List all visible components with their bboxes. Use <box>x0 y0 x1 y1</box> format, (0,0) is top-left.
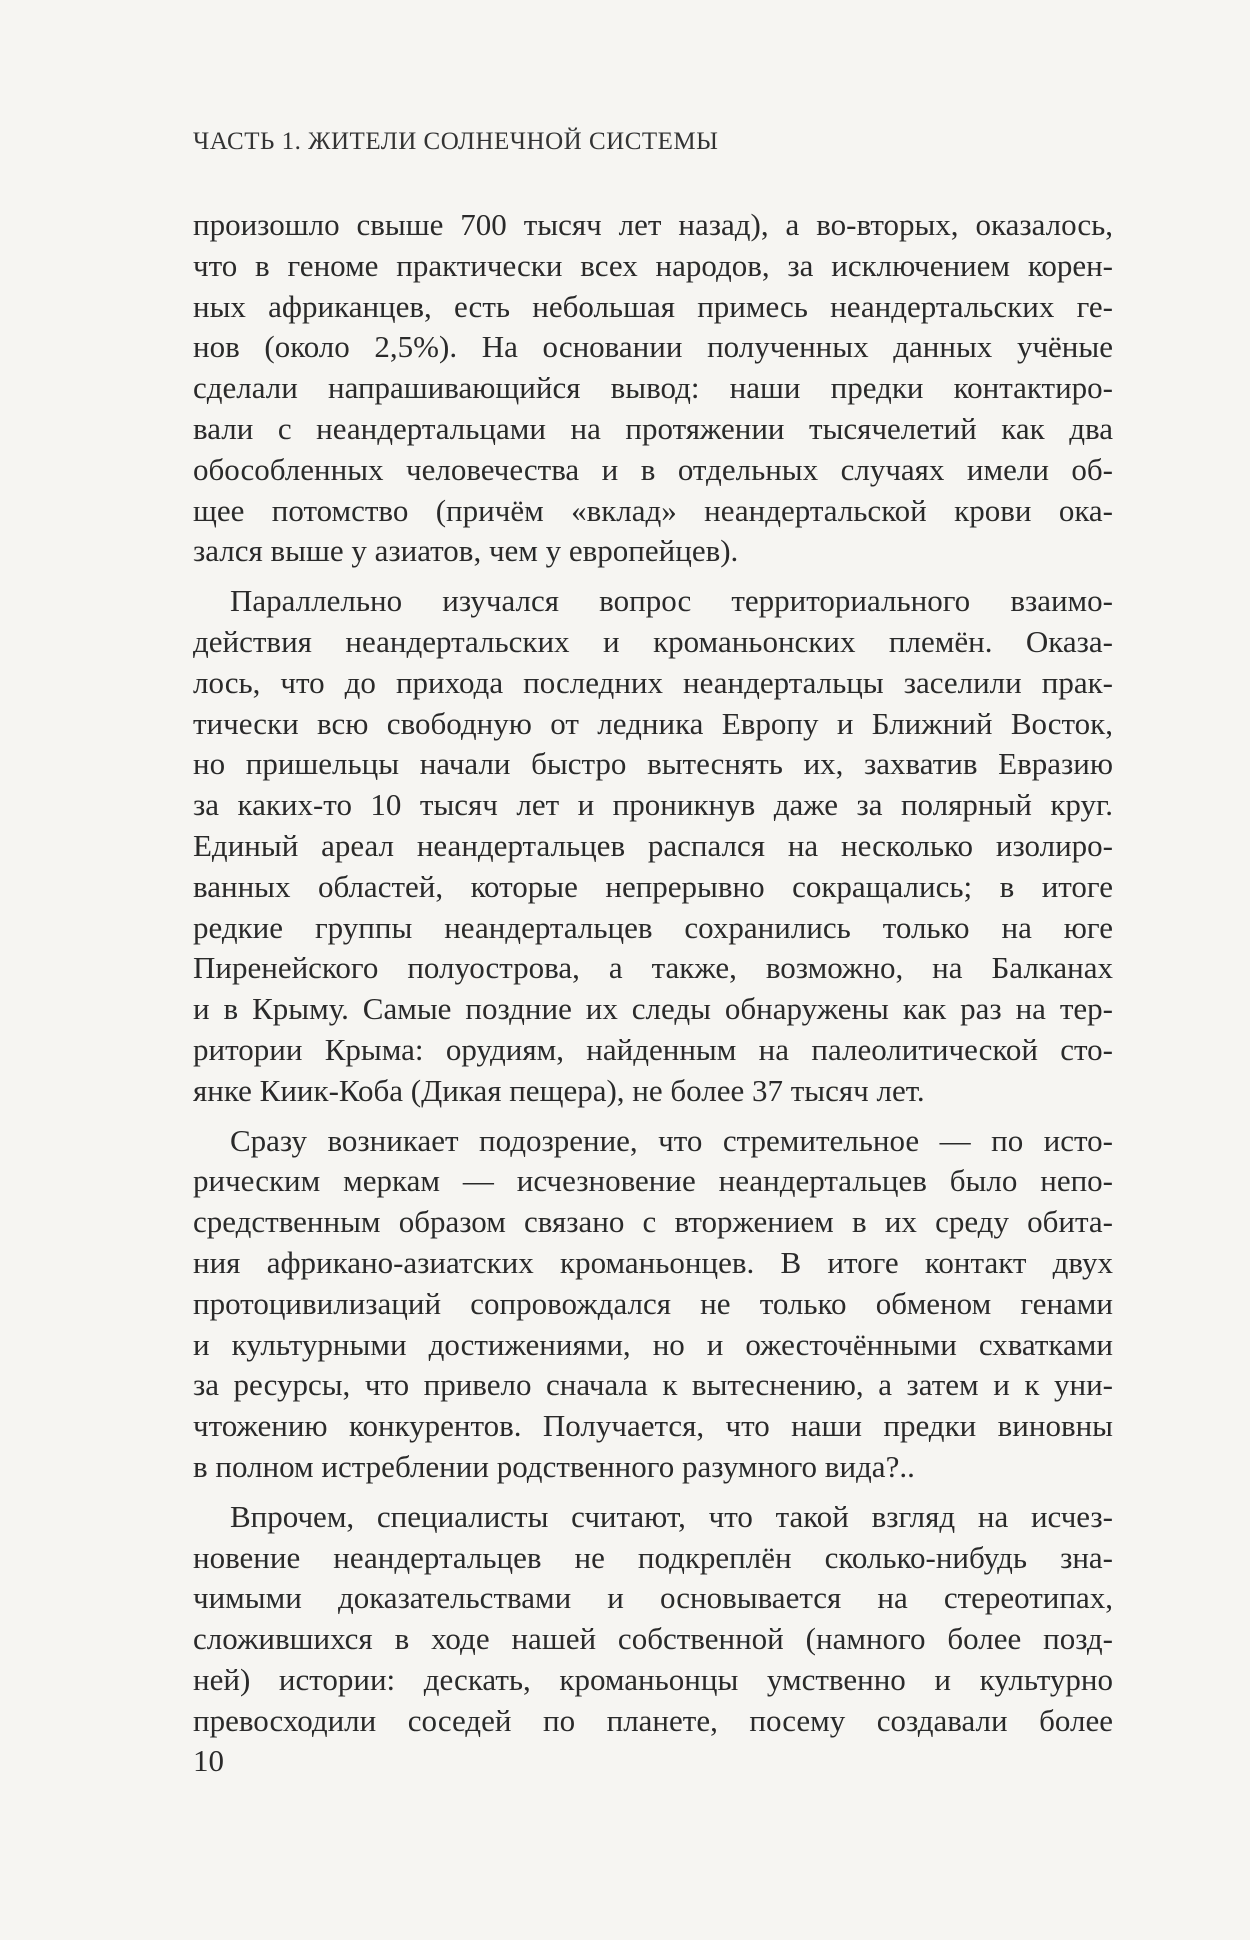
text-line: ных африканцев, есть небольшая примесь неандертальских ге- <box>193 288 1113 324</box>
text-line: Параллельно изучался вопрос территориального взаимо- <box>230 583 1113 619</box>
text-line: нов (около 2,5%). На основании полученных данных учёные <box>193 329 1113 365</box>
text-line: ней) истории: дескать, кроманьонцы умственно и культурно <box>193 1661 1113 1697</box>
text-line: произошло свыше 700 тысяч лет назад), а во-вторых, оказалось, <box>193 207 1113 242</box>
text-line: и культурными достижениями, но и ожесточёнными схватками <box>193 1326 1113 1362</box>
page-number: 10 <box>193 1743 224 1778</box>
text-line: средственным образом связано с вторжением в их среду обита- <box>193 1204 1113 1240</box>
text-line: лось, что до прихода последних неандертальцы заселили прак- <box>193 664 1113 700</box>
text-line: протоцивилизаций сопровождался не только обменом генами <box>193 1285 1113 1321</box>
text-line: Впрочем, специалисты считают, что такой взгляд на исчез- <box>230 1498 1113 1534</box>
text-line: Пиренейского полуострова, а также, возможно, на Балканах <box>193 950 1113 986</box>
text-line: новение неандертальцев не подкреплён сколько-нибудь зна- <box>193 1539 1113 1575</box>
text-line: ритории Крыма: орудиям, найденным на палеолитической сто- <box>193 1031 1113 1067</box>
text-line: чимыми доказательствами и основывается на стереотипах, <box>193 1580 1113 1616</box>
text-line: ванных областей, которые непрерывно сокращались; в итоге <box>193 868 1113 904</box>
text-line: янке Киик-Коба (Дикая пещера), не более 37 тысяч лет. <box>193 1072 925 1108</box>
text-line: за каких-то 10 тысяч лет и проникнув даже за полярный круг. <box>193 787 1113 823</box>
text-line: сделали напрашивающийся вывод: наши предки контактиро- <box>193 370 1113 406</box>
running-head: ЧАСТЬ 1. ЖИТЕЛИ СОЛНЕЧНОЙ СИСТЕМЫ <box>193 128 719 155</box>
text-line: зался выше у азиатов, чем у европейцев). <box>193 533 739 569</box>
text-line: щее потомство (причём «вклад» неандертальской крови ока- <box>193 492 1113 528</box>
text-line: рическим меркам — исчезновение неандертальцев было непо- <box>193 1163 1113 1199</box>
text-line: ния африкано-азиатских кроманьонцев. В итоге контакт двух <box>193 1244 1113 1280</box>
text-line: сложившихся в ходе нашей собственной (намного более позд- <box>193 1621 1113 1657</box>
text-line: в полном истреблении родственного разумного вида?.. <box>193 1448 915 1484</box>
text-line: за ресурсы, что привело сначала к вытеснению, а затем и к уни- <box>193 1367 1113 1403</box>
text-line: превосходили соседей по планете, посему создавали более <box>193 1702 1113 1738</box>
text-line: Единый ареал неандертальцев распался на несколько изолиро- <box>193 827 1113 863</box>
text-line: но пришельцы начали быстро вытеснять их, захватив Евразию <box>193 746 1113 782</box>
text-line: Сразу возникает подозрение, что стремительное — по исто- <box>230 1122 1113 1158</box>
text-line: вали с неандертальцами на протяжении тысячелетий как два <box>193 410 1113 446</box>
body-text <box>193 205 1113 1741</box>
text-line: и в Крыму. Самые поздние их следы обнаружены как раз на тер- <box>193 991 1113 1027</box>
text-line: обособленных человечества и в отдельных случаях имели об- <box>193 451 1113 487</box>
text-line: чтожению конкурентов. Получается, что наши предки виновны <box>193 1408 1113 1444</box>
text-line: что в геноме практически всех народов, за исключением корен- <box>193 247 1113 283</box>
text-line: действия неандертальских и кроманьонских племён. Оказа- <box>193 623 1113 659</box>
text-line: тически всю свободную от ледника Европу и Ближний Восток, <box>193 705 1113 741</box>
text-line: редкие группы неандертальцев сохранились только на юге <box>193 909 1113 945</box>
